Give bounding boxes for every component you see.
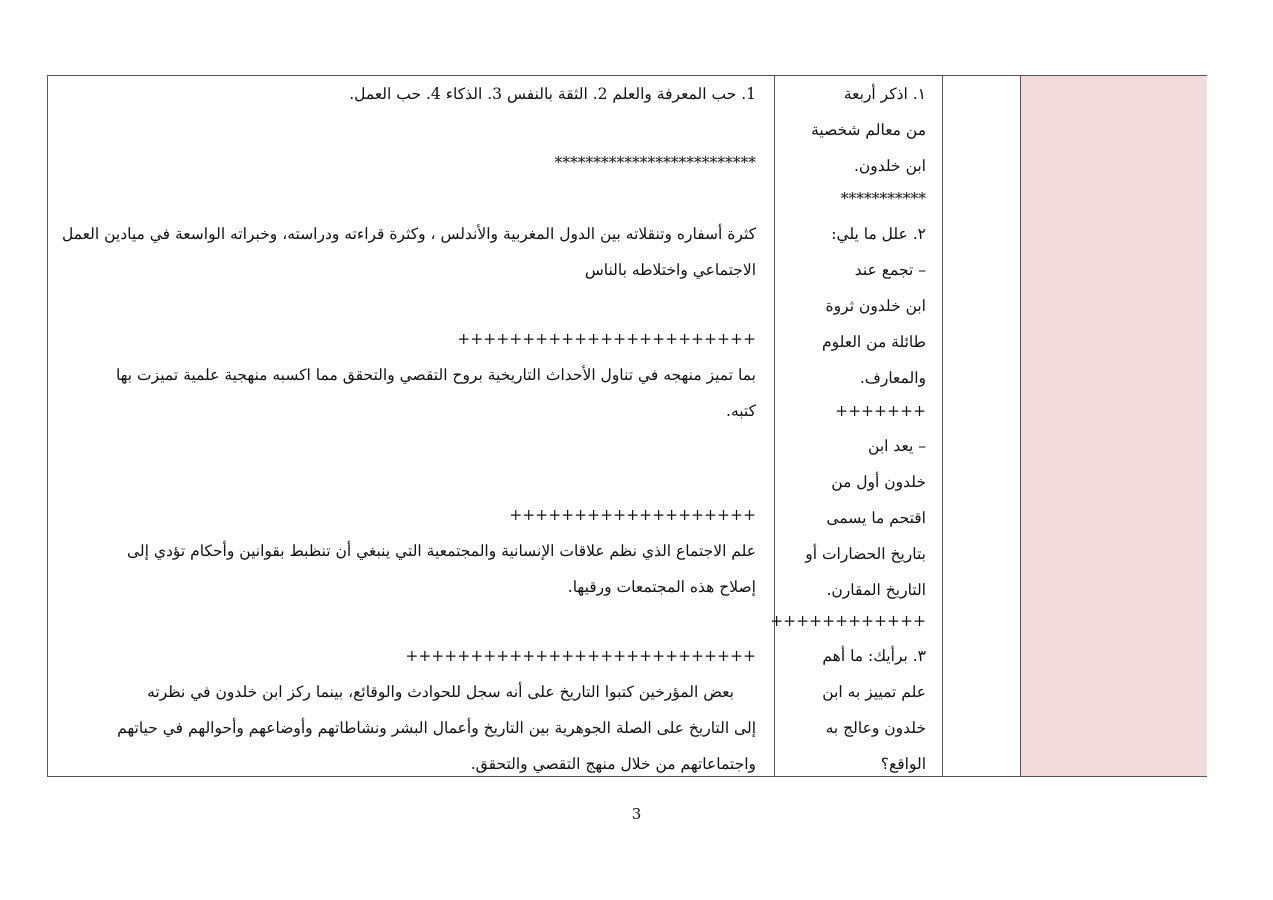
answer-2-line: كثرة أسفاره وتنقلاته بين الدول المغربية والأندلس ، وكثرة قراءته ودراسته، وخبراته الواسعة في ميادين العمل xyxy=(61,225,756,243)
separator: +++++++++++++++++++++++ xyxy=(457,330,756,348)
separator: +++++++++++++++++++++++++++ xyxy=(405,647,756,665)
answer-5-line: إلى التاريخ على الصلة الجوهرية بين التاريخ وأعمال البشر ونشاطاتهم وأوضاعهم وأحوالهم في حياتهم xyxy=(117,719,756,737)
question-3-line: الواقع؟ xyxy=(880,755,926,773)
question-2-line: طائلة من العلوم xyxy=(821,333,926,351)
shaded-column xyxy=(1020,76,1207,776)
answer-4-line: إصلاح هذه المجتمعات ورقيها. xyxy=(567,578,756,596)
question-2b-line: التاريخ المقارن. xyxy=(826,581,926,599)
answer-2-line: الاجتماعي واختلاطه بالناس xyxy=(584,261,756,279)
blank-column xyxy=(942,76,1020,776)
question-3-line: علم تمييز به ابن xyxy=(822,683,926,701)
question-1-line: ١. اذكر أربعة xyxy=(843,85,926,103)
question-1-line: ابن خلدون. xyxy=(854,157,926,175)
answer-4-line: علم الاجتماع الذي نظم علاقات الإنسانية والمجتمعية التي ينبغي أن تنظبط بقوانين وأحكام تؤدي إلى xyxy=(126,542,756,560)
answer-5-line: بعض المؤرخين كتبوا التاريخ على أنه سجل للحوادث والوقائع، بينما ركز ابن خلدون في نظرته xyxy=(147,683,734,701)
question-1-line: من معالم شخصية xyxy=(811,121,926,139)
question-3-line: ٣. برأيك: ما أهم xyxy=(822,647,926,665)
separator: ************************** xyxy=(554,154,756,172)
answer-3-line: بما تميز منهجه في تناول الأحداث التاريخية بروح التقصي والتحقق مما اكسبه منهجية علمية تميزت بها xyxy=(115,366,756,384)
question-2b-line: – يعد ابن xyxy=(868,437,926,455)
separator: ++++++++++++ xyxy=(770,612,926,630)
separator: +++++++++++++++++++ xyxy=(509,506,756,524)
question-2b-line: اقتحم ما يسمى xyxy=(826,509,926,527)
question-2-line: والمعارف. xyxy=(859,369,926,387)
worksheet-table xyxy=(47,75,1207,777)
question-3-line: خلدون وعالج به xyxy=(825,719,926,737)
separator: +++++++ xyxy=(835,402,926,420)
answer-5-line: واجتماعاتهم من خلال منهج التقصي والتحقق. xyxy=(470,755,756,773)
question-2-line: – تجمع عند xyxy=(854,261,926,279)
question-2b-line: بتاريخ الحضارات أو xyxy=(805,545,926,563)
question-2b-line: خلدون أول من xyxy=(831,473,926,491)
separator: *********** xyxy=(840,190,926,208)
answers-column xyxy=(48,76,774,776)
page-number: 3 xyxy=(631,805,642,823)
answer-1: 1. حب المعرفة والعلم 2. الثقة بالنفس 3. الذكاء 4. حب العمل. xyxy=(349,85,756,103)
questions-column xyxy=(770,76,942,776)
answer-3-line: كتبه. xyxy=(726,402,756,420)
question-2-line: ٢. علل ما يلي: xyxy=(831,225,926,243)
question-2-line: ابن خلدون ثروة xyxy=(825,297,926,315)
